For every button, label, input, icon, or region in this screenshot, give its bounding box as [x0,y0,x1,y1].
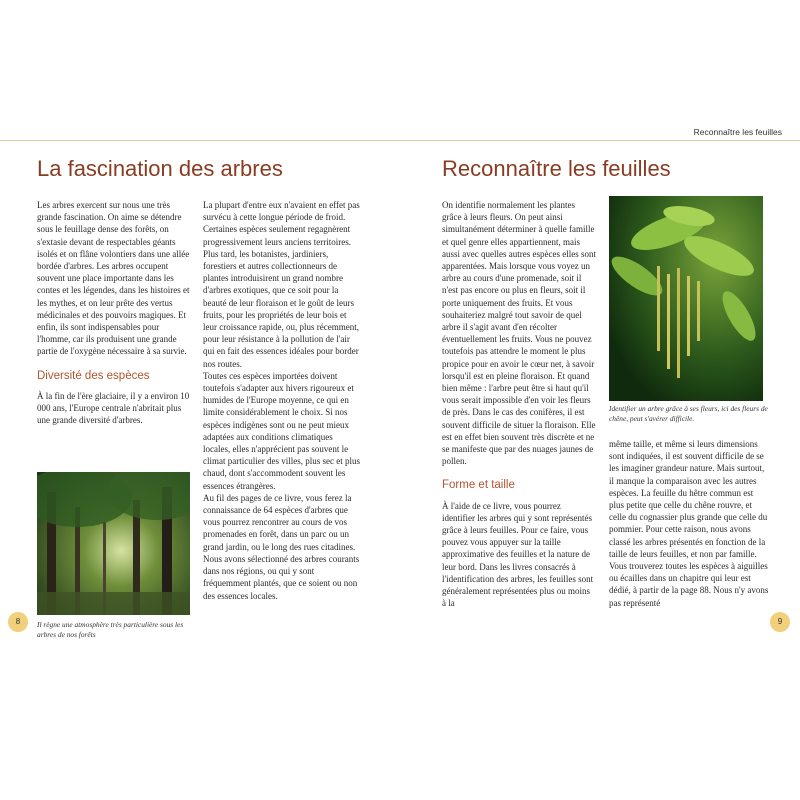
right-column-2 [609,438,769,609]
col2-paragraph-2: Toutes ces espèces importées doivent toutefois s'adapter aux hivers rigoureux et humides de l'Europe moyenne, ce qui en limite considérablement le choix. Si nos espèces indigènes sont ou ne peut mieux adaptées aux conditions climatiques locales, elles n'apprécient pas souvent le climat particulier des villes, plus sec et plus chaud, dont s'accommodent souvent les essences étrangères. [203,370,360,491]
subhead-diversity: Diversité des espèces [37,369,150,382]
left-column-1 [37,199,190,426]
left-column-2 [203,199,361,602]
intro-paragraph: Les arbres exercent sur nous une très grande fascination. On aime se détendre sous le feuillage dense des forêts, on s'extasie devant de respectables géants isolés et on flâne volontiers dans une allée bordée d'arbres. Les arbres occupent souvent une place importante dans les contes et les légendes, dans les histoires et les mythes, et on leur prête des vertus médicinales et des pouvoirs magiques. Et enfin, ils sont indispensables pour l'homme, car ils produisent une grande partie de l'oxygène nécessaire à sa survie. [37,200,190,357]
shape-size-paragraph: À l'aide de ce livre, vous pourrez identifier les arbres qui y sont représentés grâce à leurs feuilles. Pour ce faire, vous pouvez vous appuyer sur la taille approximative des feuilles et la nature de leur bord. Dans les livres consacrés à l'identification des arbres, les feuilles sont généralement représentées plus ou moins à la [442,500,594,609]
left-page-title: La fascination des arbres [37,156,283,181]
right-col2-paragraph: même taille, et même si leurs dimensions sont indiquées, il est souvent difficile de se les imaginer grandeur nature. Mais surtout, il manque la comparaison avec les autres espèces. La feuille du hêtre commun est plus petite que celle du chêne rouvre, et celle du cognassier plus grande que celle du pommier. Pour cette raison, nous avons classé les arbres présentés en fonction de la taille de leurs feuilles, et non par famille. Vous trouverez toutes les espèces à aiguilles ou écailles dans un chapitre qui leur est dédié, à partir de la page 88. Nous n'y avons pas représenté [609,439,769,608]
identification-paragraph: On identifie normalement les plantes grâce à leurs fleurs. On peut ainsi simultanément déterminer à quelle famille et quel genre elles appartiennent, mais aussi avec quelles autres espèces elles sont apparentées. Mais lorsque vous voyez un arbre au cours d'une promenade, soit il n'est pas encore ou plus en fleurs, soit il porte uniquement des fruits. Et vous souhaiteriez malgré tout savoir de quel arbre il s'agit avant d'en récolter éventuellement les fruits. Vous ne pouvez toutefois pas attendre le moment le plus propice pour en avoir le cœur net, à savoir lorsqu'il est en pleine floraison. Et quand bien même : l'arbre peut être si haut qu'il vous serait impossible d'en voir les fleurs de près. Dans le cas des conifères, il est souvent difficile de situer la floraison. Elle est en effet bien souvent très discrète et ne se manifeste que par des nuages jaunes de pollen. [442,200,596,467]
header-rule [0,140,800,141]
folio-left: 8 [8,612,28,632]
oak-flowers-photo [609,196,763,401]
subhead-shape-size: Forme et taille [442,479,515,492]
folio-right: 9 [770,612,790,632]
diversity-paragraph: À la fin de l'ère glaciaire, il y a environ 10 000 ans, l'Europe centrale n'abritait plus une grande diversité d'arbres. [37,390,190,426]
forest-photo-caption: Il règne une atmosphère très particulière sous les arbres de nos forêts [37,620,184,639]
col2-paragraph-1: La plupart d'entre eux n'avaient en effet pas survécu à cette longue période de froid. Certaines espèces seulement regagnèrent progressivement leurs anciens territoires. Plus tard, les botanistes, jardiniers, forestiers et autres collectionneurs de plantes introduisirent un grand nombre d'arbres exotiques, que ce soit pour la beauté de leur floraison et le goût de leurs fruits, pour les propriétés de leur bois et leur croissance rapide, ou, plus récemment, pour leur résistance à la pollution de l'air qui en fait des essences idéales pour border nos routes. [203,200,360,369]
running-head: Reconnaître les feuilles [693,127,782,137]
right-page-title: Reconnaître les feuilles [442,156,671,181]
right-column-1 [442,199,596,610]
oak-photo-caption: Identifier un arbre grâce à ses fleurs, ici des fleurs de chêne, peut s'avérer difficile. [609,404,768,423]
forest-photo [37,472,190,615]
col2-paragraph-3: Au fil des pages de ce livre, vous ferez la connaissance de 64 espèces d'arbres que vous pourrez rencontrer au cours de vos promenades en forêt, dans un parc ou un grand jardin, ou le long des rues citadines. Nous avons sélectionné des arbres courants dans nos régions, ou qui y sont fréquemment plantés, que ce soient ou non des essences locales. [203,492,360,601]
